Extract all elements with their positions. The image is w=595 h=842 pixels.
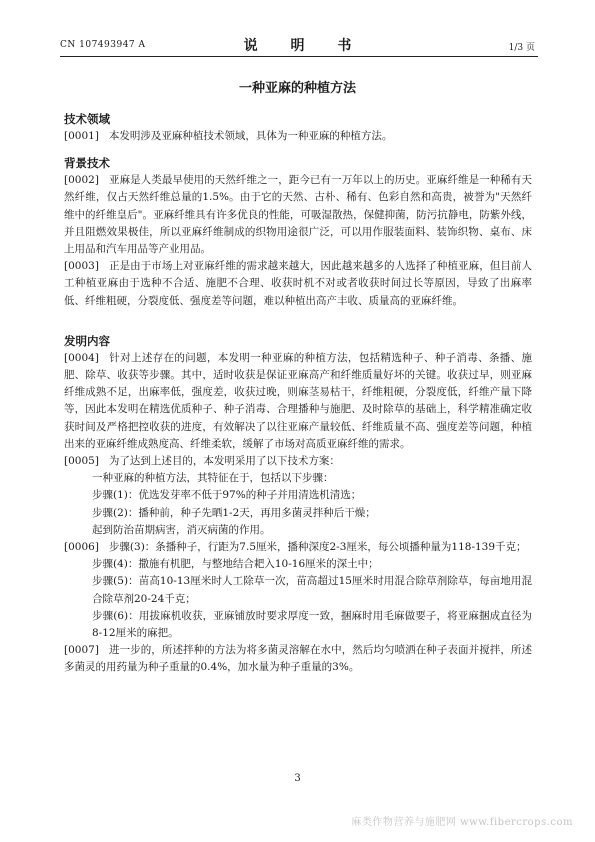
- paragraph-text: 正是由于市场上对亚麻纤维的需求越来越大，因此越来越多的人选择了种植亚麻，但目前人工种植亚麻由于选种不合适、施肥不合理、收获时机不对或者收获时间过长等原因，导致了出麻率低、纤维粗硬，分裂度低、强度差等问题，难以种植出高产丰收、质量高的亚麻纤维。: [64, 260, 532, 307]
- paragraph-text: 本发明涉及亚麻种植技术领域，具体为一种亚麻的种植方法。: [108, 130, 393, 142]
- document-title: 一种亚麻的种植方法: [238, 81, 356, 96]
- paragraph-text: 步骤(3)：条播种子，行距为7.5厘米，播种深度2-3厘米，每公顷播种量为118-139千克；: [108, 541, 527, 554]
- paragraph: [64, 608, 532, 642]
- section-heading: 背景技术: [64, 156, 110, 171]
- paragraph: [64, 556, 532, 573]
- paragraph: [64, 470, 532, 487]
- paragraph-number: [0002]: [64, 174, 99, 187]
- publication-number: CN 107493947 A: [60, 40, 146, 50]
- paragraph: [64, 573, 532, 607]
- paragraph-number: [0004]: [64, 351, 99, 364]
- header-rule: [60, 56, 538, 57]
- paragraph-number: [0006]: [64, 541, 99, 554]
- paragraph: [64, 258, 532, 310]
- paragraph-text: 进一步的，所述拌种的方法为将多菌灵溶解在水中，然后均匀喷洒在种子表面并搅拌，所述多菌灵的用药量为种子重量的0.4%，加水量为种子重量的3%。: [64, 644, 532, 674]
- watermark: 麻类作物营养与施肥网 www.fibercrops.com: [351, 817, 573, 828]
- paragraph-text: 亚麻是人类最早使用的天然纤维之一，距今已有一万年以上的历史。亚麻纤维是一种稀有天然纤维，仅占天然纤维总量的1.5%。由于它的天然、古朴、稀有、色彩自然和高贵，被誉为"天然纤维中的纤维皇后"。亚麻纤维具有许多优良的性能，可吸湿散热，保健抑菌，防污抗静电，防紫外线，并且阻燃效果极佳，所以亚麻纤维制成的织物用途很广泛，可以用作服装面料、装饰织物、桌布、床上用品和汽车用品等产业用品。: [64, 174, 532, 256]
- paragraph: [64, 453, 532, 470]
- paragraph: [64, 172, 532, 258]
- paragraph-text: 为了达到上述目的，本发明采用了以下技术方案：: [108, 455, 340, 468]
- paragraph: [64, 505, 532, 522]
- paragraph: [64, 128, 532, 145]
- section-heading: 发明内容: [64, 333, 110, 348]
- paragraph-text: 针对上述存在的问题，本发明一种亚麻的种植方法，包括精选种子、种子消毒、条播、施肥、除草、收获等步骤。其中，适时收获是保证亚麻高产和纤维质量好坏的关键。收获过早，则亚麻纤维成熟不足，出麻率低，强度差，收获过晚，则麻茎易枯干，纤维粗硬，分裂度低，纤维产量下降等，因此本发明在精选优质种子、种子消毒、合理播种与施肥、及时除草的基础上，科学精准确定收获时间及严格把控收获的进度，有效解决了以往亚麻产量较低、纤维质量不高、强度差等问题，种植出来的亚麻纤维成熟度高、纤维柔软，缓解了市场对高质亚麻纤维的需求。: [64, 351, 532, 450]
- paragraph-number: [0005]: [64, 455, 99, 468]
- paragraph-number: [0001]: [64, 130, 99, 142]
- paragraph: [64, 350, 532, 453]
- paragraph-text: 步骤(6)：用拔麻机收获，亚麻铺放时要求厚度一致，捆麻时用毛麻做要子，将亚麻捆成直径为8-12厘米的麻把。: [92, 609, 532, 640]
- paragraph-text: 步骤(4)：撒施有机肥，与整地结合耙入10-16厘米的深土中；: [92, 558, 379, 571]
- paragraph-text: 步骤(5)：苗高10-13厘米时人工除草一次，苗高超过15厘米时用混合除草剂除草，每亩地用混合除草剂20-24千克；: [92, 575, 532, 605]
- page-indicator: 1/3 页: [508, 43, 535, 53]
- paragraph: [64, 487, 532, 504]
- paragraph: [64, 522, 532, 539]
- paragraph-number: [0007]: [64, 644, 99, 657]
- paragraph: [64, 539, 532, 556]
- document-body: [64, 111, 532, 677]
- paragraph-number: [0003]: [64, 260, 99, 273]
- document-type-heading: 说 明 书: [243, 38, 366, 54]
- paragraph-text: 一种亚麻的种植方法，其特征在于，包括以下步骤：: [92, 472, 334, 485]
- paragraph-text: 步骤(2)：播种前，种子先晒1-2天，再用多菌灵拌种后干燥；: [92, 506, 376, 519]
- section-heading: 技术领域: [64, 112, 110, 126]
- paragraph: [64, 642, 532, 676]
- page-number: 3: [294, 773, 301, 784]
- paragraph-text: 步骤(1)：优选发芽率不低于97%的种子并用清选机清选；: [92, 489, 362, 502]
- paragraph-text: 起到防治苗期病害，消灭病菌的作用。: [92, 523, 271, 536]
